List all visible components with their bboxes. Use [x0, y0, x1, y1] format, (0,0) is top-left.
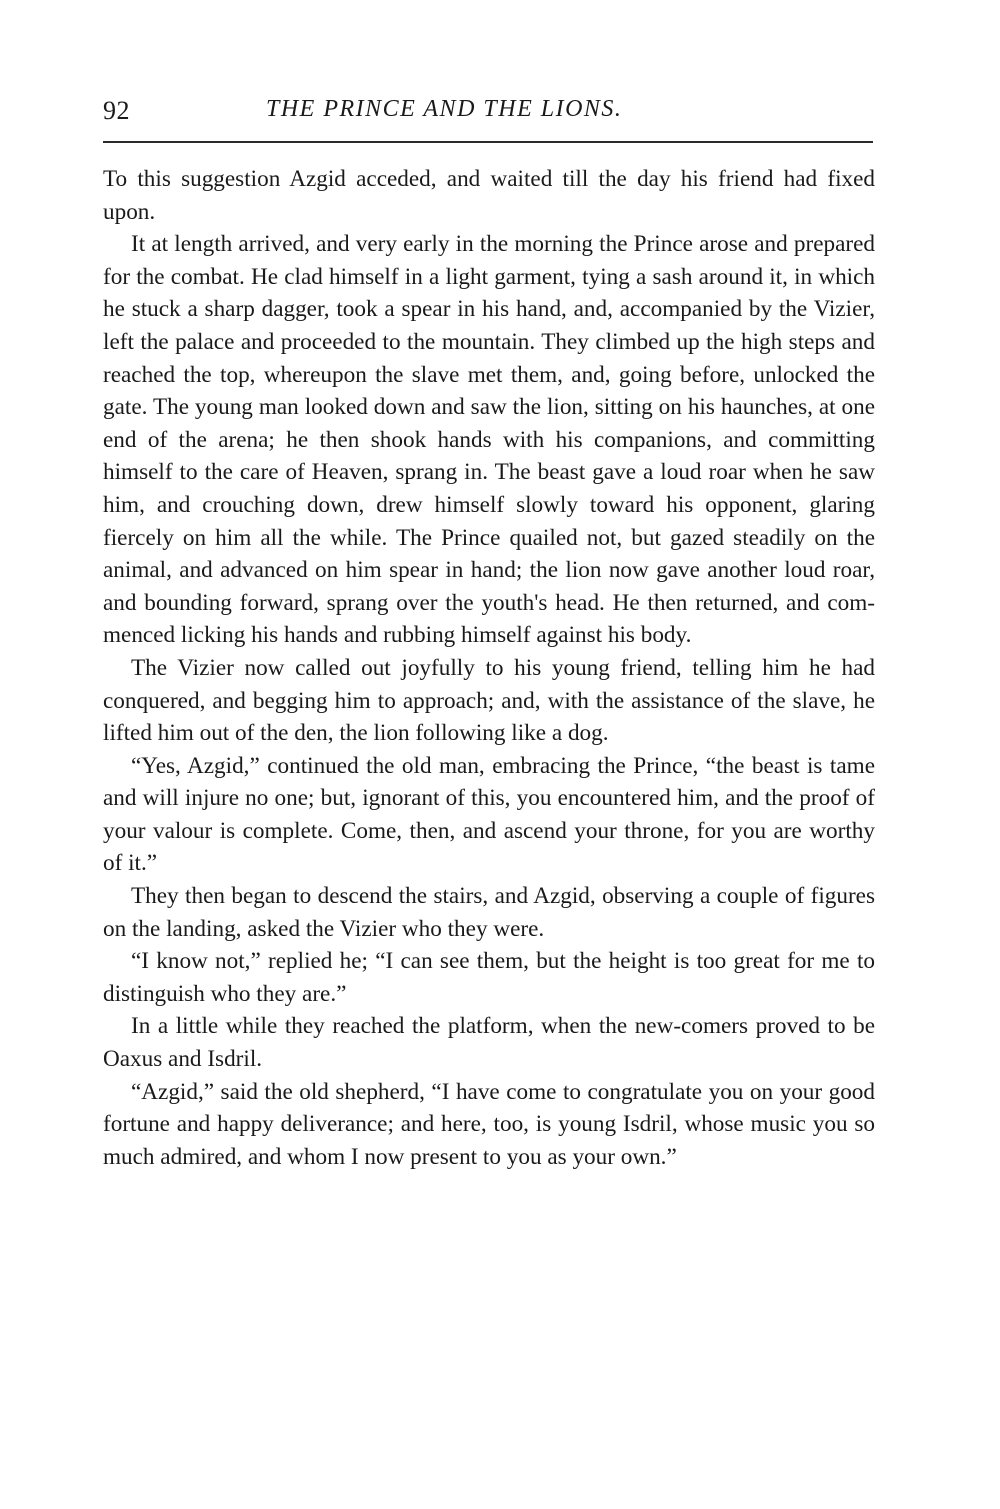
page-header [103, 96, 873, 130]
paragraph: They then began to descend the stairs, and Azgid, observing a couple of figures on the landing, asked the Vizier who they were. [103, 883, 875, 942]
paragraph: “I know not,” replied he; “I can see them, but the height is too great for me to distinguish who they are.” [103, 948, 875, 1007]
running-head: THE PRINCE AND THE LIONS. [266, 96, 623, 122]
page-number: 92 [103, 96, 130, 125]
paragraph: “Azgid,” said the old shepherd, “I have come to congratulate you on your good fortune and happy deliverance; and here, too, is young Isdril, whose music you so much admired, and whom I now present to you as your own.” [103, 1078, 875, 1170]
paragraph: “Yes, Azgid,” continued the old man, embracing the Prince, “the beast is tame and will injure no one; but, ignorant of this, you encountered him, and the proof of your valour is complete. Come, then, and ascend your throne, for you are worthy of it.” [103, 752, 875, 877]
paragraph: It at length arrived, and very early in the morning the Prince arose and prepared for the combat. He clad himself in a light garment, tying a sash around it, in which he stuck a sharp dagger, took a spear in his hand, and, accompanied by the Vizier, left the palace and proceeded to the mountain. They climbed up the high steps and reached the top, whereupon the slave met them, and, going before, unlocked the gate. The young man looked down and saw the lion, sitting on his haunches, at one end of the arena; he then shook hands with his companions, and committing himself to the care of Heaven, sprang in. The beast gave a loud roar when he saw him, and crouching down, drew himself slowly toward his opponent, glaring fiercely on him all the while. The Prince quailed not, but gazed steadily on the animal, and advanced on him spear in hand; the lion now gave another loud roar, and bounding forward, sprang over the youth's head. He then returned, and commenced licking his hands and rubbing himself against his body. [103, 231, 875, 649]
paragraph: The Vizier now called out joyfully to his young friend, telling him he had conquered, and begging him to approach; and, with the assistance of the slave, he lifted him out of the den, the lion following like a dog. [103, 654, 875, 747]
paragraph: To this suggestion Azgid acceded, and waited till the day his friend had fixed upon. [103, 166, 875, 225]
paragraph: In a little while they reached the platform, when the new-comers proved to be Oaxus and Isdril. [103, 1013, 875, 1073]
body-text [103, 163, 875, 1173]
header-rule [103, 141, 873, 143]
